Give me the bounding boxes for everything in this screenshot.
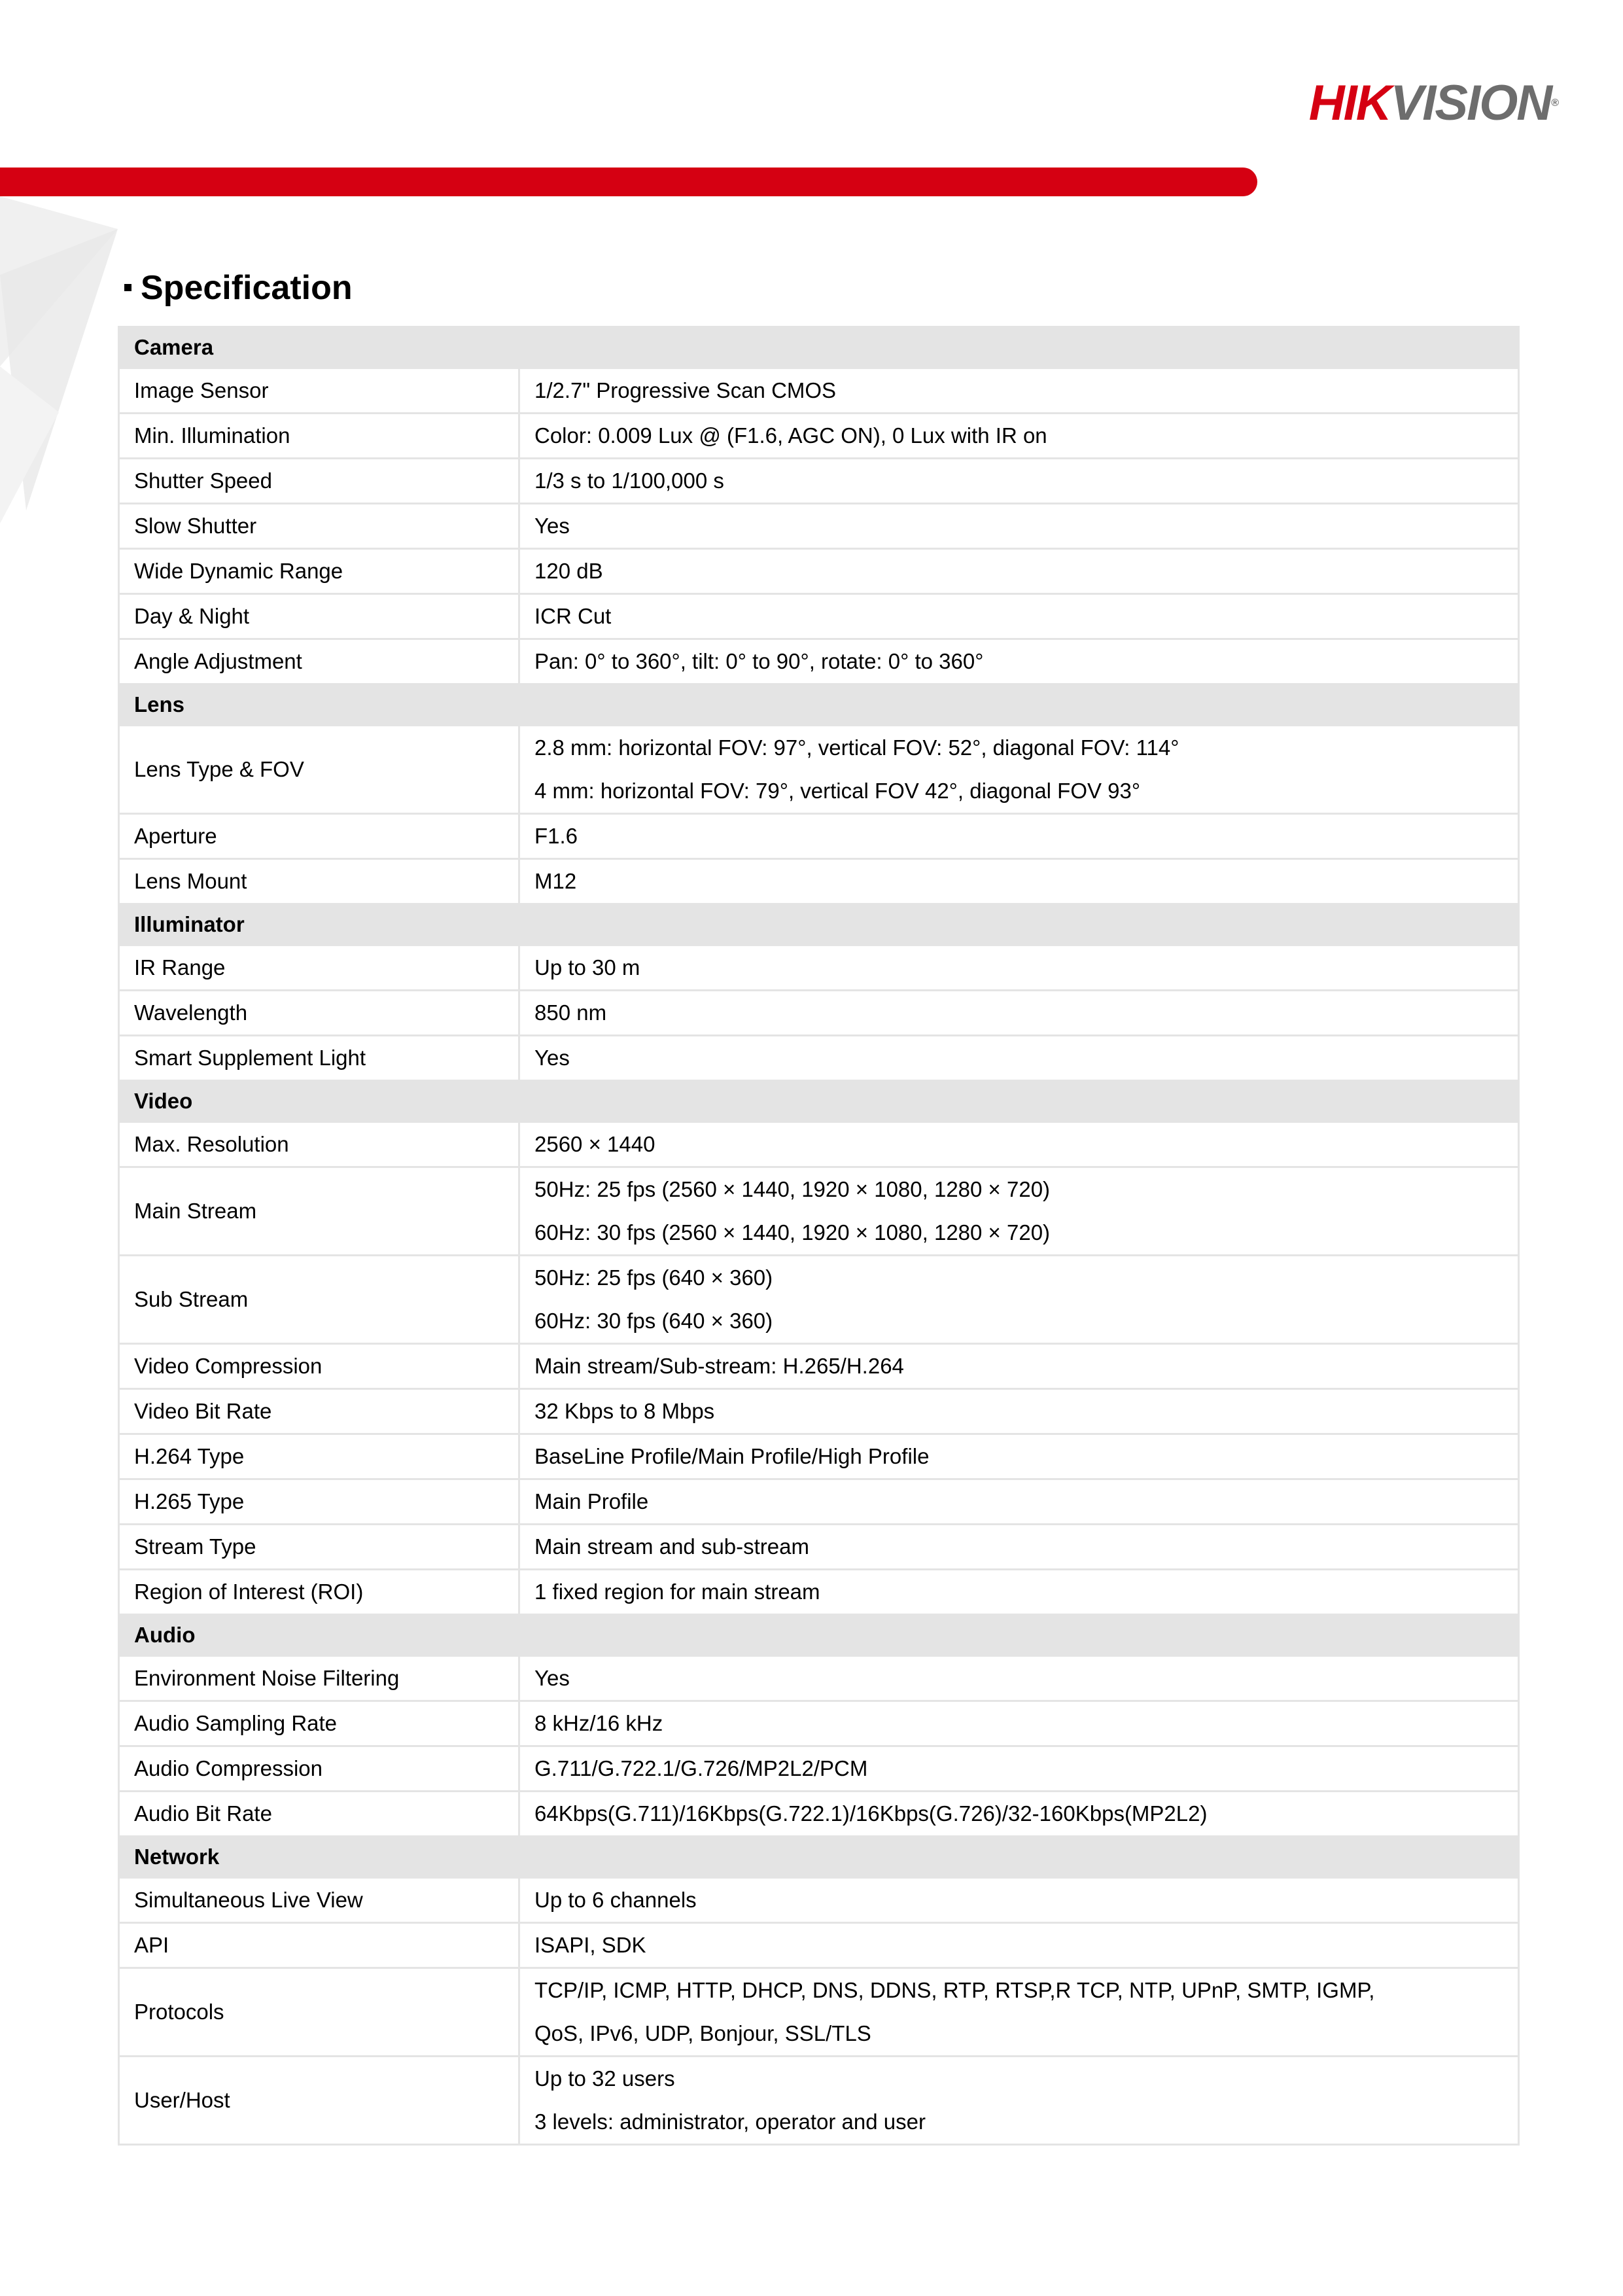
- spec-value: [519, 1256, 1519, 1344]
- section-header-video: [119, 1081, 1519, 1122]
- section-title: Network: [119, 1837, 1519, 1878]
- spec-value-line: F1.6: [534, 824, 578, 848]
- spec-value: [519, 1746, 1519, 1792]
- spec-label: Shutter Speed: [119, 459, 519, 504]
- spec-value: [519, 945, 1519, 991]
- spec-value-line: 4 mm: horizontal FOV: 79°, vertical FOV 42°, diagonal FOV 93°: [534, 779, 1141, 803]
- table-row: [119, 1036, 1519, 1081]
- hikvision-logo: HIKVISION®: [1308, 75, 1558, 131]
- table-row: [119, 1525, 1519, 1570]
- spec-value-line: Color: 0.009 Lux @ (F1.6, AGC ON), 0 Lux with IR on: [534, 423, 1047, 448]
- spec-value: [519, 2057, 1519, 2145]
- table-row: [119, 1792, 1519, 1837]
- section-header-lens: [119, 684, 1519, 726]
- spec-value: [519, 549, 1519, 594]
- spec-value: [519, 1525, 1519, 1570]
- table-row: [119, 1968, 1519, 2057]
- spec-value: [519, 1923, 1519, 1968]
- spec-value-line: ICR Cut: [534, 604, 612, 628]
- table-row: [119, 814, 1519, 859]
- spec-value: [519, 1878, 1519, 1923]
- section-header-network: [119, 1837, 1519, 1878]
- spec-value-line: Pan: 0° to 360°, tilt: 0° to 90°, rotate: 0° to 360°: [534, 649, 984, 673]
- spec-value-line: Up to 6 channels: [534, 1888, 697, 1912]
- spec-value-line: ISAPI, SDK: [534, 1933, 646, 1957]
- spec-value: [519, 1122, 1519, 1167]
- spec-value-line: Up to 32 users: [534, 2066, 675, 2091]
- spec-label: Sub Stream: [119, 1256, 519, 1344]
- table-row: [119, 1167, 1519, 1256]
- table-row: [119, 991, 1519, 1036]
- spec-value: [519, 814, 1519, 859]
- spec-label: Smart Supplement Light: [119, 1036, 519, 1081]
- section-title: Audio: [119, 1615, 1519, 1656]
- spec-label: Lens Type & FOV: [119, 726, 519, 814]
- spec-label: Wide Dynamic Range: [119, 549, 519, 594]
- spec-label: Audio Bit Rate: [119, 1792, 519, 1837]
- table-row: [119, 414, 1519, 459]
- spec-label: Protocols: [119, 1968, 519, 2057]
- table-row: [119, 594, 1519, 639]
- spec-value: [519, 1479, 1519, 1525]
- spec-value-line: 120 dB: [534, 559, 603, 583]
- table-row: [119, 1878, 1519, 1923]
- spec-value: [519, 726, 1519, 814]
- spec-value-line: 2560 × 1440: [534, 1132, 655, 1156]
- spec-value: [519, 639, 1519, 684]
- spec-label: Max. Resolution: [119, 1122, 519, 1167]
- spec-value-line: 850 nm: [534, 1000, 607, 1025]
- table-row: [119, 2057, 1519, 2145]
- spec-label: Slow Shutter: [119, 504, 519, 549]
- spec-value-line: 1/3 s to 1/100,000 s: [534, 468, 724, 493]
- spec-label: H.265 Type: [119, 1479, 519, 1525]
- spec-value: [519, 1701, 1519, 1746]
- spec-label: Aperture: [119, 814, 519, 859]
- spec-value-line: TCP/IP, ICMP, HTTP, DHCP, DNS, DDNS, RTP, RTSP,R TCP, NTP, UPnP, SMTP, IGMP,: [534, 1978, 1375, 2002]
- spec-value: [519, 1434, 1519, 1479]
- spec-label: Day & Night: [119, 594, 519, 639]
- table-row: [119, 368, 1519, 414]
- spec-value-line: 32 Kbps to 8 Mbps: [534, 1399, 715, 1423]
- section-title: Lens: [119, 684, 1519, 726]
- spec-value-line: 60Hz: 30 fps (640 × 360): [534, 1309, 773, 1333]
- spec-label: Image Sensor: [119, 368, 519, 414]
- table-row: [119, 1389, 1519, 1434]
- section-header-audio: [119, 1615, 1519, 1656]
- spec-label: Stream Type: [119, 1525, 519, 1570]
- spec-label: Simultaneous Live View: [119, 1878, 519, 1923]
- spec-value-line: 50Hz: 25 fps (2560 × 1440, 1920 × 1080, 1280 × 720): [534, 1177, 1051, 1201]
- spec-label: API: [119, 1923, 519, 1968]
- bullet-square-icon: [124, 284, 131, 291]
- spec-value-line: 3 levels: administrator, operator and user: [534, 2110, 926, 2134]
- table-row: [119, 1923, 1519, 1968]
- spec-value: [519, 1968, 1519, 2057]
- table-row: [119, 1434, 1519, 1479]
- spec-value-line: Yes: [534, 1046, 570, 1070]
- spec-label: User/Host: [119, 2057, 519, 2145]
- spec-value: [519, 859, 1519, 904]
- spec-value: [519, 1570, 1519, 1615]
- spec-value: [519, 459, 1519, 504]
- spec-value-line: M12: [534, 869, 577, 893]
- spec-label: Lens Mount: [119, 859, 519, 904]
- spec-value-line: Main Profile: [534, 1489, 649, 1513]
- spec-value: [519, 594, 1519, 639]
- spec-label: H.264 Type: [119, 1434, 519, 1479]
- table-row: [119, 1479, 1519, 1525]
- table-row: [119, 859, 1519, 904]
- spec-value: [519, 1036, 1519, 1081]
- spec-label: Audio Sampling Rate: [119, 1701, 519, 1746]
- spec-label: Video Bit Rate: [119, 1389, 519, 1434]
- spec-value: [519, 414, 1519, 459]
- spec-label: Min. Illumination: [119, 414, 519, 459]
- table-row: [119, 1656, 1519, 1701]
- spec-value: [519, 1167, 1519, 1256]
- spec-value-line: 8 kHz/16 kHz: [534, 1711, 663, 1735]
- table-row: [119, 1701, 1519, 1746]
- table-row: [119, 1746, 1519, 1792]
- table-row: [119, 459, 1519, 504]
- spec-value-line: BaseLine Profile/Main Profile/High Profile: [534, 1444, 930, 1468]
- table-row: [119, 1256, 1519, 1344]
- section-header-illuminator: [119, 904, 1519, 945]
- spec-value: [519, 368, 1519, 414]
- spec-value: [519, 1389, 1519, 1434]
- section-title: Camera: [119, 327, 1519, 368]
- table-row: [119, 639, 1519, 684]
- spec-value-line: Up to 30 m: [534, 955, 640, 980]
- spec-value: [519, 991, 1519, 1036]
- spec-value-line: 1 fixed region for main stream: [534, 1580, 820, 1604]
- spec-value-line: 1/2.7" Progressive Scan CMOS: [534, 378, 837, 402]
- table-row: [119, 726, 1519, 814]
- spec-value: [519, 1792, 1519, 1837]
- spec-label: Environment Noise Filtering: [119, 1656, 519, 1701]
- section-title: Illuminator: [119, 904, 1519, 945]
- spec-label: IR Range: [119, 945, 519, 991]
- spec-value-line: 2.8 mm: horizontal FOV: 97°, vertical FOV: 52°, diagonal FOV: 114°: [534, 735, 1179, 760]
- spec-value: [519, 1344, 1519, 1389]
- table-row: [119, 504, 1519, 549]
- spec-label: Region of Interest (ROI): [119, 1570, 519, 1615]
- spec-label: Video Compression: [119, 1344, 519, 1389]
- table-row: [119, 1570, 1519, 1615]
- table-row: [119, 945, 1519, 991]
- spec-value-line: 60Hz: 30 fps (2560 × 1440, 1920 × 1080, 1280 × 720): [534, 1220, 1051, 1245]
- spec-value-line: 64Kbps(G.711)/16Kbps(G.722.1)/16Kbps(G.726)/32-160Kbps(MP2L2): [534, 1801, 1208, 1826]
- section-header-camera: [119, 327, 1519, 368]
- table-row: [119, 1344, 1519, 1389]
- spec-label: Main Stream: [119, 1167, 519, 1256]
- spec-value-line: QoS, IPv6, UDP, Bonjour, SSL/TLS: [534, 2021, 871, 2045]
- spec-value-line: 50Hz: 25 fps (640 × 360): [534, 1265, 773, 1290]
- table-row: [119, 549, 1519, 594]
- spec-label: Wavelength: [119, 991, 519, 1036]
- spec-label: Angle Adjustment: [119, 639, 519, 684]
- spec-value-line: Yes: [534, 1666, 570, 1690]
- specification-table: [118, 326, 1520, 2146]
- spec-value-line: Main stream and sub-stream: [534, 1534, 809, 1559]
- spec-value: [519, 1656, 1519, 1701]
- table-row: [119, 1122, 1519, 1167]
- spec-label: Audio Compression: [119, 1746, 519, 1792]
- section-title: Video: [119, 1081, 1519, 1122]
- header-red-bar: [0, 168, 1257, 196]
- spec-value-line: Main stream/Sub-stream: H.265/H.264: [534, 1354, 904, 1378]
- spec-value-line: G.711/G.722.1/G.726/MP2L2/PCM: [534, 1756, 868, 1780]
- spec-value: [519, 504, 1519, 549]
- spec-value-line: Yes: [534, 514, 570, 538]
- page-title: Specification: [124, 268, 353, 308]
